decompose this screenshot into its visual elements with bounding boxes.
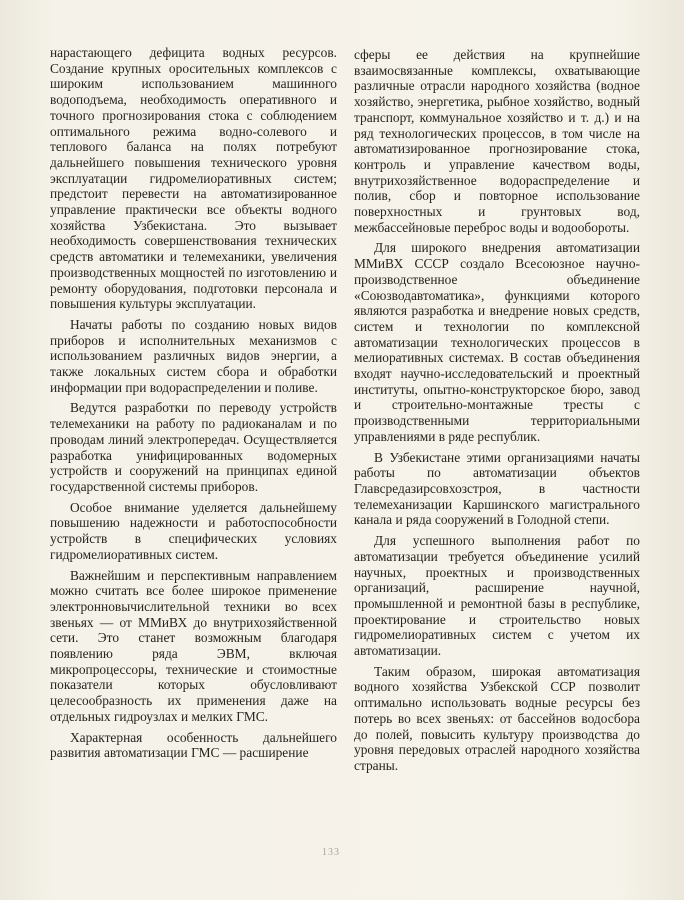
page-number: 133 xyxy=(322,847,340,858)
left-text-column xyxy=(50,45,337,766)
right-text-column xyxy=(354,47,640,779)
left-paragraph-6: Характерная особенность дальнейшего развития автоматизации ГМС — расширение xyxy=(50,729,337,761)
left-paragraph-3: Ведутся разработки по переводу устройств телемеханики на работу по радиоканалам и по проводам линий электропередач. Осуществляется разработка унифицированных водомерных устройств и сооружений на принципах единой государственной системы приборов. xyxy=(50,400,337,494)
right-paragraph-3: В Узбекистане этими организациями начаты работы по автоматизации объектов Главсредазирсовхозстроя, в частности телемеханизации Каршинского магистрального канала и ряда сооружений в Голодной степи. xyxy=(354,449,640,528)
right-paragraph-2: Для широкого внедрения автоматизации ММиВХ СССР создало Всесоюзное научно-производственное объединение «Союзводавтоматика», функциями которого являются разработка и внедрение новых средств, систем и технологии по комплексной автоматизации технологических процессов в мелиоративных системах. В состав объединения входят научно-исследовательский и проектный институты, опытно-конструкторское бюро, завод и строительно-монтажные тресты с производственными территориальными управлениями в ряде республик. xyxy=(354,240,640,444)
right-paragraph-5: Таким образом, широкая автоматизация водного хозяйства Узбекской ССР позволит оптимально использовать водные ресурсы без потерь во всех звеньях: от бассейнов водосбора до полей, повысить культуру производства до уровня передовых отраслей народного хозяйства страны. xyxy=(354,663,640,773)
right-paragraph-1: сферы ее действия на крупнейшие взаимосвязанные комплексы, охватывающие различные отрасли народного хозяйства (водное хозяйство, энергетика, рыбное хозяйство, водный транспорт, коммунальное хозяйство и т. д.) и на ряд технологических процессов, в том числе на автоматизированное прогнозирование стока, контроль и управление качеством воды, внутрихозяйственное водораспределение и полив, сбор и повторное использование поверхностных и грунтовых вод, межбассейновые переброс воды и водообороты. xyxy=(354,47,640,235)
right-paragraph-4: Для успешного выполнения работ по автоматизации требуется объединение усилий научных, проектных и производственных организаций, расширение научной, промышленной и ремонтной базы в республике, проектирование и строительство новых гидромелиоративных систем с учетом их автоматизации. xyxy=(354,533,640,659)
left-paragraph-2: Начаты работы по созданию новых видов приборов и исполнительных механизмов с использованием различных видов энергии, а также локальных систем сбора и обработки информации при водораспределении и поливе. xyxy=(50,316,337,395)
left-paragraph-1: нарастающего дефицита водных ресурсов. Создание крупных оросительных комплексов с широким использованием машинного водоподъема, необходимость оперативного и точного прогнозирования стока с соблюдением оптимального режима водно-солевого и теплового баланса на полях потребуют дальнейшего повышения технического уровня эксплуатации гидромелиоративных систем; предстоит перевести на автоматизированное управление практически все объекты водного хозяйства Узбекистана. Это вызывает необходимость совершенствования технических средств автоматики и телемеханики, увеличения производственных мощностей по изготовлению и ремонту оборудования, подготовки персонала и повышения культуры эксплуатации. xyxy=(50,45,337,312)
left-paragraph-4: Особое внимание уделяется дальнейшему повышению надежности и работоспособности устройств в специфических условиях гидромелиоративных систем. xyxy=(50,499,337,562)
left-paragraph-5: Важнейшим и перспективным направлением можно считать все более широкое применение электронновычислительной техники во всех звеньях — от ММиВХ до внутрихозяйственной сети. Это станет возможным благодаря появлению ряда ЭВМ, включая микропроцессоры, технические и стоимостные показатели которых обусловливают целесообразность их применения даже на отдельных гидроузлах и мелких ГМС. xyxy=(50,567,337,724)
